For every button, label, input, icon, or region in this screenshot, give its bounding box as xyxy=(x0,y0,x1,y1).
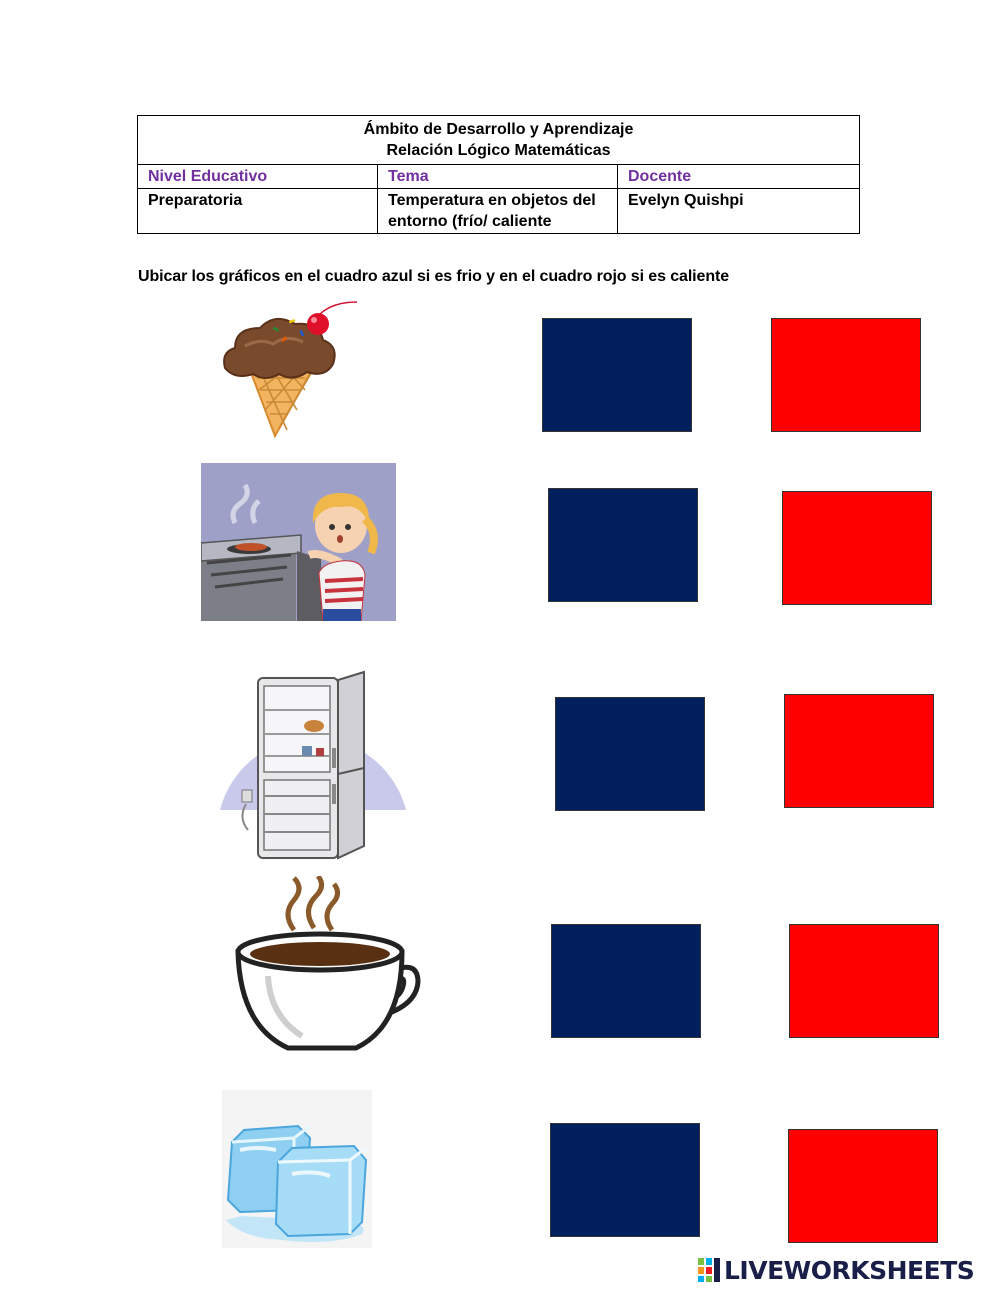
header-title-line2: Relación Lógico Matemáticas xyxy=(386,142,611,159)
ice-cubes-icon[interactable] xyxy=(222,1090,372,1248)
value-docente: Evelyn Quishpi xyxy=(618,189,860,234)
liveworksheets-logo xyxy=(698,1255,974,1285)
header-table xyxy=(137,115,860,234)
cold-box[interactable] xyxy=(551,924,701,1038)
hot-box[interactable] xyxy=(788,1129,938,1243)
hot-coffee-icon[interactable] xyxy=(232,876,424,1058)
refrigerator-icon[interactable] xyxy=(218,668,410,864)
header-title xyxy=(138,116,860,165)
cold-box[interactable] xyxy=(550,1123,700,1237)
liveworksheets-logo-icon xyxy=(698,1258,720,1282)
cold-box[interactable] xyxy=(555,697,705,811)
hot-box[interactable] xyxy=(782,491,932,605)
ice-cream-icon[interactable] xyxy=(215,298,365,438)
cold-box[interactable] xyxy=(548,488,698,602)
header-title-line1: Ámbito de Desarrollo y Aprendizaje xyxy=(363,121,634,138)
instruction-text: Ubicar los gráficos en el cuadro azul si es frio y en el cuadro rojo si es caliente xyxy=(138,268,730,285)
column-nivel-educativo: Nivel Educativo xyxy=(138,165,378,189)
hot-box[interactable] xyxy=(771,318,921,432)
hot-box[interactable] xyxy=(784,694,934,808)
column-docente: Docente xyxy=(618,165,860,189)
cold-box[interactable] xyxy=(542,318,692,432)
value-nivel-educativo: Preparatoria xyxy=(138,189,378,234)
value-tema: Temperatura en objetos del entorno (frío/ caliente xyxy=(378,189,618,234)
liveworksheets-logo-text: LIVEWORKSHEETS xyxy=(724,1255,975,1285)
hot-box[interactable] xyxy=(789,924,939,1038)
column-tema: Tema xyxy=(378,165,618,189)
girl-at-stove-icon[interactable] xyxy=(201,463,396,621)
